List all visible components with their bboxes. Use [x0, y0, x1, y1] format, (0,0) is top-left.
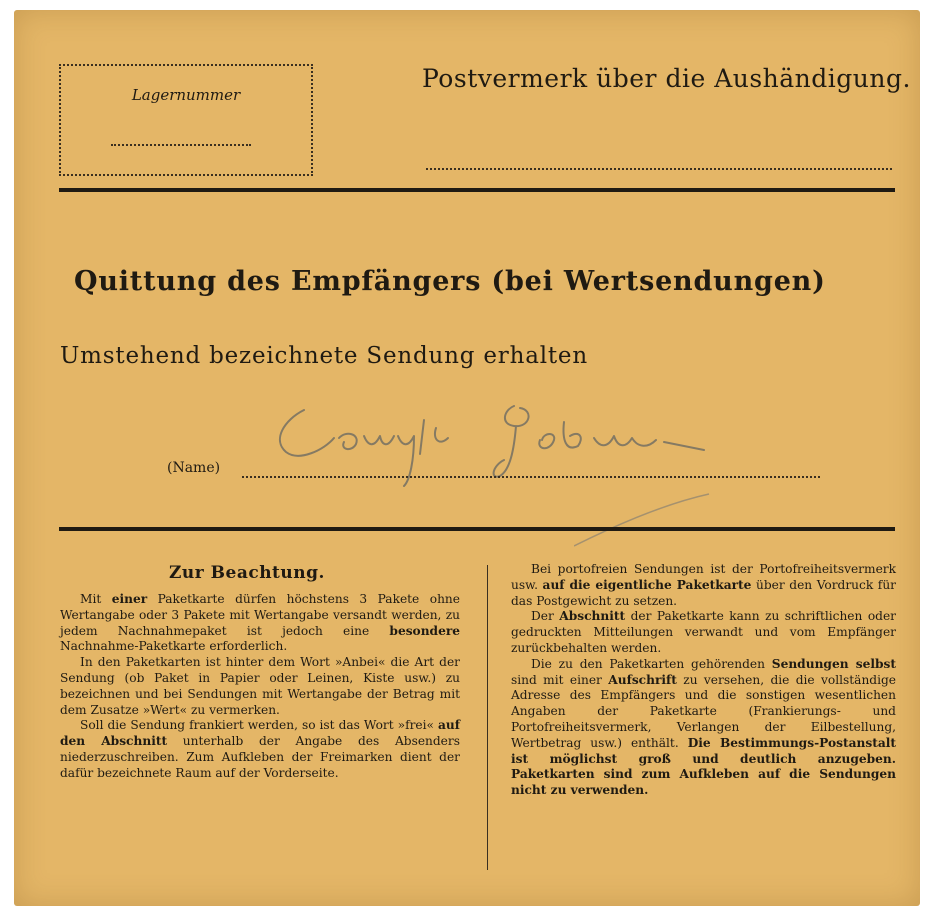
paragraph-text: Die zu den Paketkarten gehörenden [531, 656, 772, 671]
notice-left-column [60, 592, 460, 782]
notice-title: Zur Beachtung. [169, 563, 325, 583]
emphasized-text: Sendungen selbst [771, 656, 896, 671]
delivery-note-line [426, 168, 892, 170]
emphasized-text: auf den Abschnitt [60, 718, 460, 749]
receipt-title: Quittung des Empfängers (bei Wertsendungen) [74, 266, 826, 297]
parcel-card [14, 10, 920, 906]
paragraph-text: Mit [80, 592, 112, 606]
notice-paragraph [511, 562, 896, 609]
emphasized-text: Die Bestimmungs-Postanstalt ist möglichst groß und deutlich anzugeben. Paketkarten sind zum Aufkleben auf die Sendungen nicht zu verwenden. [511, 735, 896, 798]
emphasized-text: Aufschrift [608, 672, 677, 687]
paragraph-text: sind mit einer [511, 672, 609, 687]
paragraph-text: über den Vordruck für das Postgewicht zu setzen. [511, 577, 896, 608]
handwritten-signature [264, 390, 724, 490]
receipt-subtitle: Umstehend bezeichnete Sendung erhalten [60, 343, 588, 369]
top-divider-rule [59, 188, 895, 192]
paragraph-text: Der [531, 609, 560, 624]
emphasized-text: auf die eigentliche Paketkarte [542, 577, 752, 592]
column-divider [487, 565, 488, 870]
delivery-note-heading: Postvermerk über die Aushändigung. [422, 64, 911, 93]
paragraph-text: Soll die Sendung frankiert werden, so ist das Wort »frei« [80, 718, 438, 733]
notice-paragraph [60, 655, 460, 718]
emphasized-text: Abschnitt [559, 609, 626, 624]
notice-right-column [511, 562, 896, 799]
emphasized-text: besondere [389, 623, 460, 638]
paragraph-text: Paketkarte dürfen höchstens 3 Pakete ohne Wertangabe oder 3 Pakete mit Wertangabe versandt werden, zu jedem Nachnahmepaket ist jedoch eine [60, 592, 460, 638]
paragraph-text: In den Paketkarten ist hinter dem Wort »Anbei« die Art der Sendung (ob Paket in Papier oder Leinen, Kiste usw.) zu bezeichnen und bei Sendungen mit Wertangabe der Betrag mit dem Zusatze »Wert« zu vermerken. [60, 655, 460, 717]
paragraph-text: unterhalb der Angabe des Absenders niederzuschreiben. Zum Aufkleben der Freimarken dient der dafür bezeichnete Raum auf der Vorderseite. [60, 734, 460, 780]
paragraph-text: Bei portofreien Sendungen ist der Portofreiheitsvermerk usw. [511, 562, 896, 592]
storage-number-box [59, 64, 313, 176]
paragraph-text: zu versehen, die die vollständige Adresse des Empfängers und die sonstigen wesentlichen Angaben der Paketkarte (Frankierungs- und Portofreiheitsvermerk, Verlangen der Eilbestellung, Wertbetrag usw.) enthält. [511, 672, 897, 750]
paragraph-text: Nachnahme-Paketkarte erforderlich. [60, 639, 288, 654]
notice-paragraph [60, 592, 460, 655]
notice-paragraph [511, 609, 896, 656]
middle-divider-rule [59, 527, 895, 531]
name-signature-line [242, 476, 820, 478]
storage-number-line [111, 144, 251, 146]
notice-paragraph [60, 718, 460, 781]
notice-paragraph [511, 657, 896, 799]
emphasized-text: einer [111, 592, 148, 606]
name-label: (Name) [167, 460, 221, 476]
pencil-mark [574, 490, 714, 550]
paragraph-text: der Paketkarte kann zu schriftlichen oder gedruckten Mitteilungen verwandt und vom Empfänger zurückbehalten werden. [511, 609, 896, 655]
storage-number-label: Lagernummer [131, 86, 241, 104]
